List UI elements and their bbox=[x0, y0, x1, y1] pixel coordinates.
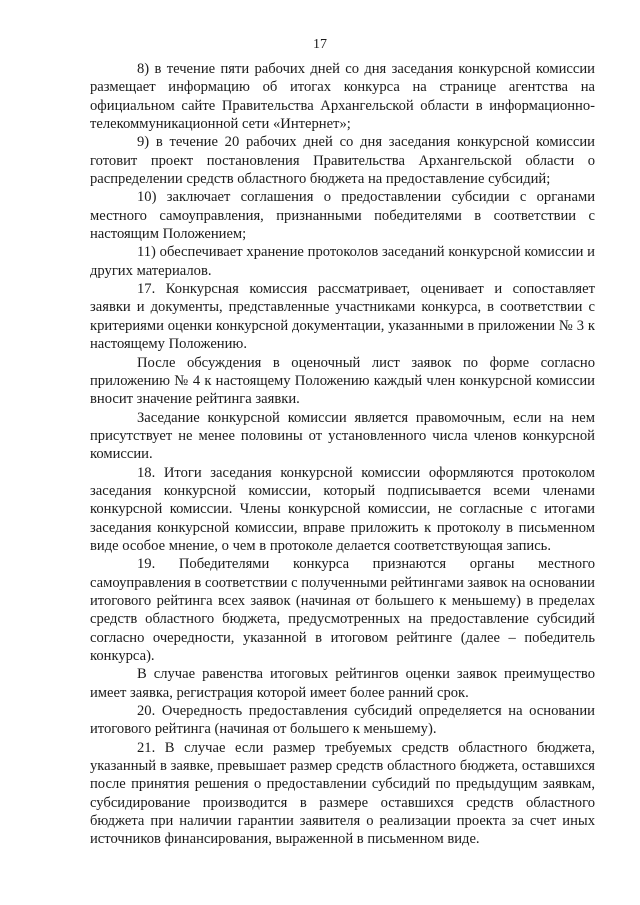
paragraph-section-17: 17. Конкурсная комиссия рассматривает, оценивает и сопоставляет заявки и документы, представленные участниками конкурса, в соответствии с критериями оценки конкурсной документации, указанными в приложении № 3 к настоящему Положению. bbox=[90, 281, 595, 353]
paragraph-section-20: 20. Очередность предоставления субсидий определяется на основании итогового рейтинга (начиная от большего к меньшему). bbox=[90, 703, 595, 738]
paragraph-item-8: 8) в течение пяти рабочих дней со дня заседания конкурсной комиссии размещает информацию об итогах конкурса на странице агентства на официальном сайте Правительства Архангельской области в информационно-телекоммуникационной сети «Интернет»; bbox=[90, 61, 595, 133]
paragraph-item-9: 9) в течение 20 рабочих дней со дня заседания конкурсной комиссии готовит проект постановления Правительства Архангельской области о распределении средств областного бюджета на предоставление субсидий; bbox=[90, 134, 595, 188]
paragraph-section-21: 21. В случае если размер требуемых средств областного бюджета, указанный в заявке, превышает размер средств областного бюджета, оставшихся после принятия решения о предоставлении субсидий по предыдущим заявкам, субсидирование производится в размере оставшихся средств областного бюджета при наличии гарантии заявителя о реализации проекта за счет иных источников финансирования, выраженной в письменном виде. bbox=[90, 739, 595, 848]
paragraph-item-11: 11) обеспечивает хранение протоколов заседаний конкурсной комиссии и других материалов. bbox=[90, 244, 595, 279]
paragraph-item-10: 10) заключает соглашения о предоставлении субсидии с органами местного самоуправления, признанными победителями в соответствии с настоящим Положением; bbox=[90, 189, 595, 243]
paragraph-equal-rating: В случае равенства итоговых рейтингов оценки заявок преимущество имеет заявка, регистрация которой имеет более ранний срок. bbox=[90, 666, 595, 701]
paragraph-section-19: 19. Победителями конкурса признаются органы местного самоуправления в соответствии с полученными рейтингами заявок на основании итогового рейтинга всех заявок (начиная от большего к меньшему) в пределах средств областного бюджета, предусмотренных на предоставление субсидий согласно очередности, указанной в итоговом рейтинге (далее – победитель конкурса). bbox=[90, 556, 595, 664]
page-body bbox=[90, 60, 595, 849]
paragraph-evaluation-sheet: После обсуждения в оценочный лист заявок по форме согласно приложению № 4 к настоящему Положению каждый член конкурсной комиссии вносит значение рейтинга заявки. bbox=[90, 354, 595, 408]
page-number: 17 bbox=[313, 37, 327, 52]
paragraph-quorum: Заседание конкурсной комиссии является правомочным, если на нем присутствует не менее половины от установленного числа членов конкурсной комиссии. bbox=[90, 409, 595, 463]
paragraph-section-18: 18. Итоги заседания конкурсной комиссии оформляются протоколом заседания конкурсной комиссии, который подписывается всеми членами конкурсной комиссии. Члены конкурсной комиссии, не согласные с итогами заседания конкурсной комиссии, вправе приложить к протоколу в письменном виде особое мнение, о чем в протоколе делается соответствующая запись. bbox=[90, 464, 595, 554]
